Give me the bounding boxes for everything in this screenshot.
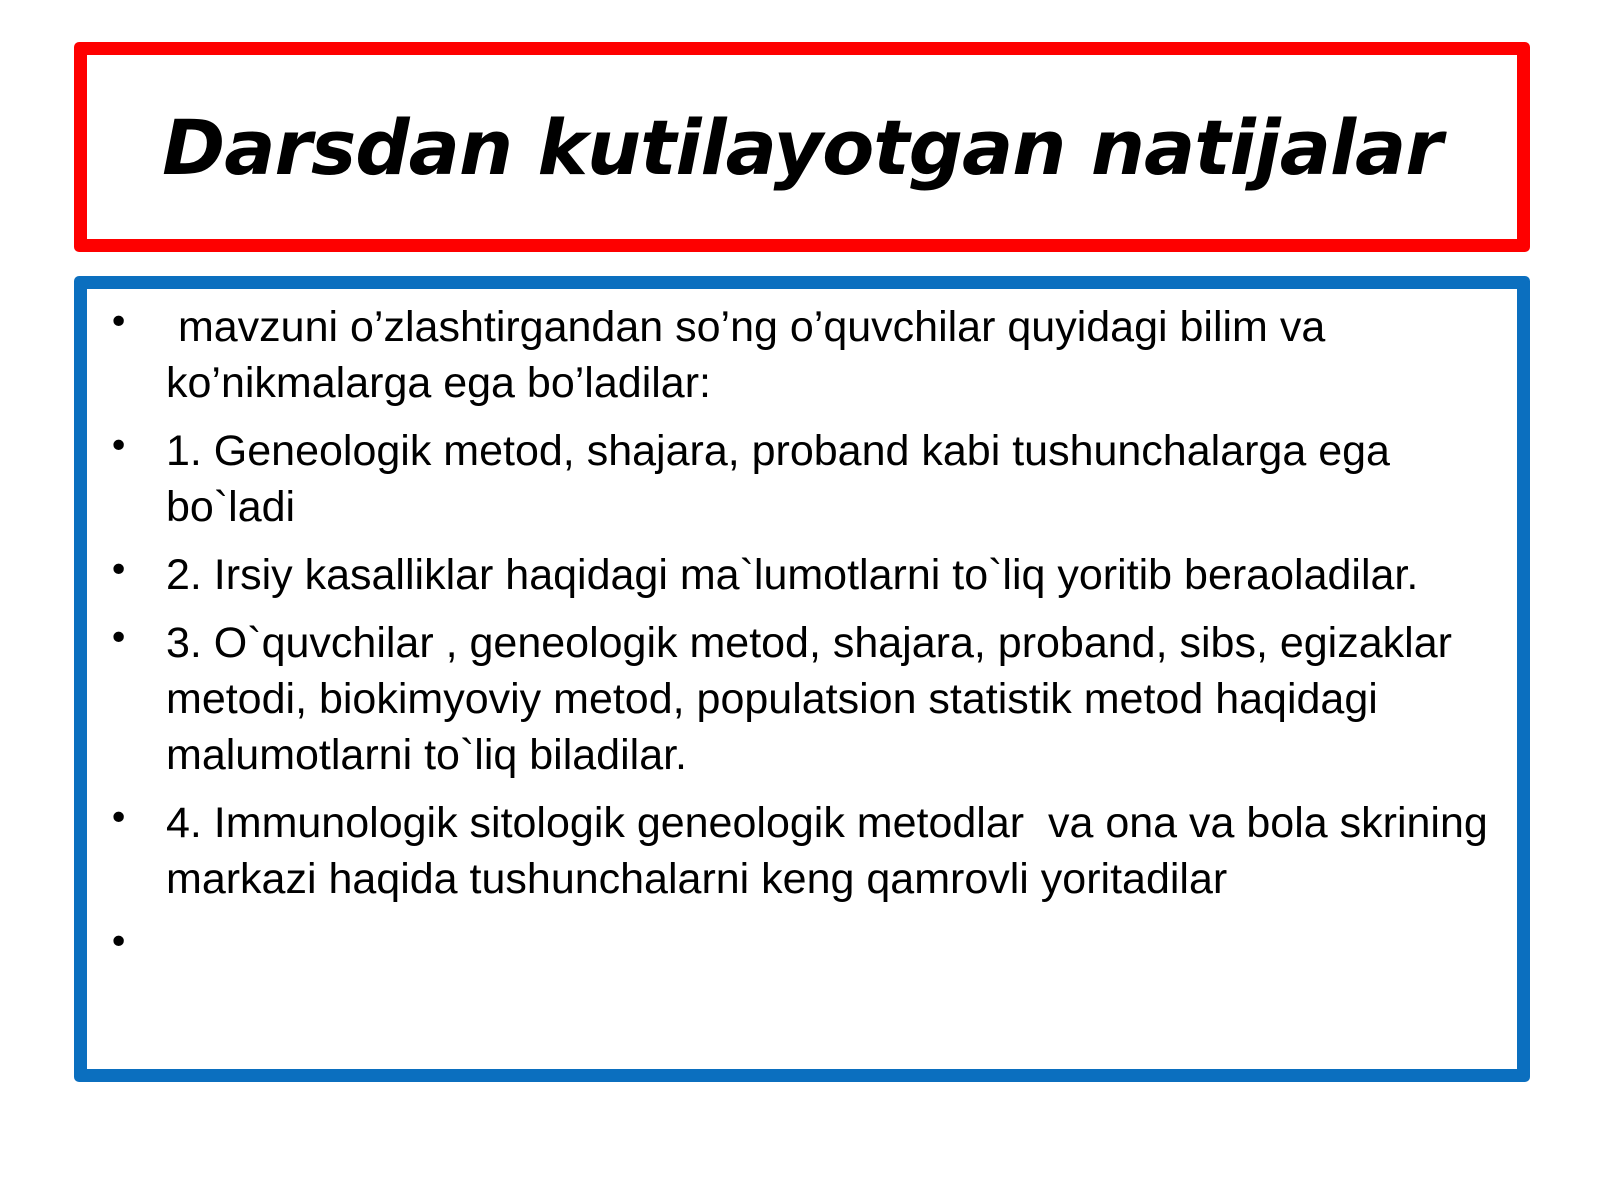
list-item-text: 4. Immunologik sitologik geneologik metodlar va ona va bola skrining markazi haqida tushunchalarni keng qamrovli yoritadilar <box>166 799 1500 903</box>
bullet-icon: • <box>108 618 130 659</box>
list-item <box>102 547 1522 603</box>
bullet-icon: • <box>108 426 130 467</box>
bullet-icon: • <box>108 302 130 343</box>
list-item-text <box>166 919 1522 975</box>
list-item-text: 2. Irsiy kasalliklar haqidagi ma`lumotlarni to`liq yoritib beraoladilar. <box>166 551 1419 599</box>
bullet-icon: • <box>108 922 130 963</box>
slide-title: Darsdan kutilayotgan natijalar <box>162 102 1442 192</box>
bullet-icon: • <box>108 798 130 839</box>
list-item <box>102 795 1522 907</box>
list-item <box>102 615 1522 783</box>
list-item <box>102 423 1522 535</box>
list-item-text: mavzuni o’zlashtirgandan so’ng o’quvchilar quyidagi bilim va ko’nikmalarga ega bo’ladilar: <box>166 303 1338 407</box>
list-item-text: 3. O`quvchilar , geneologik metod, shajara, proband, sibs, egizaklar metodi, biokimyoviy metod, populatsion statistik metod haqidagi malumotlarni to`liq biladilar. <box>166 619 1452 779</box>
title-box <box>74 42 1530 252</box>
list-item <box>102 299 1522 411</box>
bullet-list <box>102 299 1522 987</box>
list-item-empty <box>102 919 1522 975</box>
content-box <box>74 276 1530 1082</box>
bullet-icon: • <box>108 550 130 591</box>
list-item-text: 1. Geneologik metod, shajara, proband kabi tushunchalarga ega bo`ladi <box>166 427 1390 531</box>
